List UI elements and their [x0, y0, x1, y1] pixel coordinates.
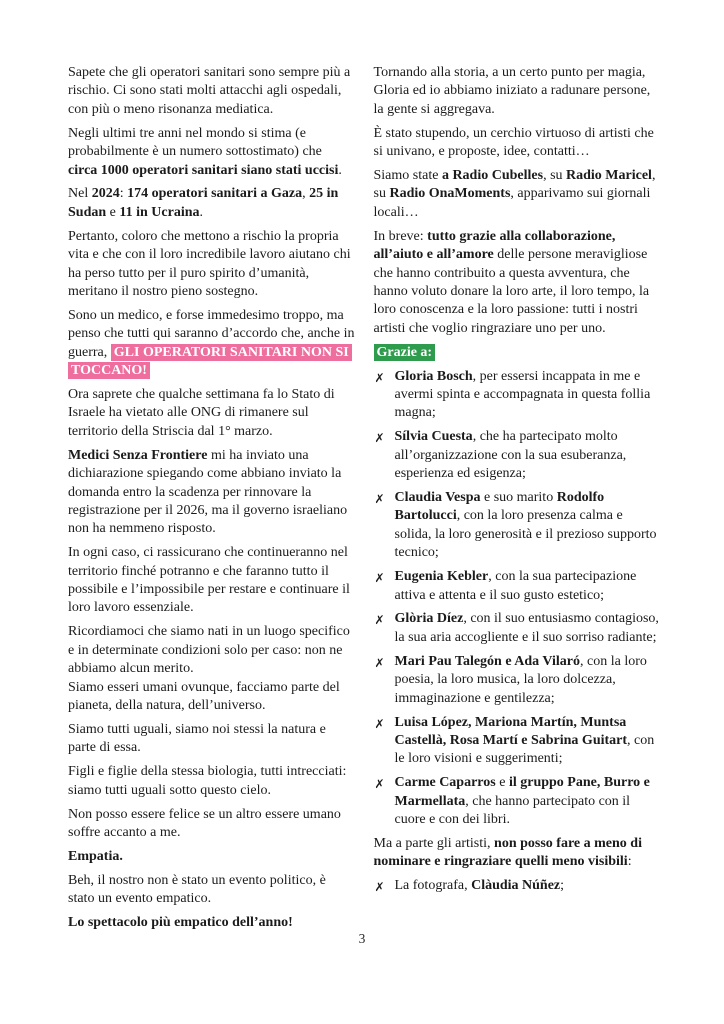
paragraph — [374, 125, 661, 162]
list-item — [374, 568, 661, 605]
text-run: Mari Pau Talegón e Ada Vilaró — [394, 653, 581, 669]
text-run: Empatia. — [68, 848, 123, 864]
text-run: Sono un medico, e forse immedesimo troppo, ma penso che tutti qui saranno d’accordo che, anche in guerra, — [68, 307, 355, 360]
list-item — [374, 653, 661, 708]
text-run: tutto grazie alla collaborazione, all’aiuto e all’amore — [373, 228, 616, 263]
text-run: Gloria Bosch — [394, 368, 473, 384]
paragraph — [68, 806, 355, 843]
paragraph — [374, 835, 661, 872]
paragraph — [68, 307, 355, 381]
text-run: 25 in Sudan — [68, 186, 339, 220]
text-run: Ma a parte gli artisti, — [373, 835, 495, 851]
text-run: , su — [543, 168, 567, 184]
text-run: e — [106, 204, 120, 220]
text-run: 174 operatori sanitari a Gaza — [127, 186, 303, 202]
text-run: e suo marito — [480, 490, 557, 506]
text-run: , per essersi incappata in me e avermi spinta e accompagnata in questa follia magna; — [394, 368, 651, 421]
text-run: Ricordiamoci che siamo nati in un luogo specifico e in determinate condizioni solo per caso: non ne abbiamo alcun merito. — [68, 624, 350, 677]
x-bullet-icon: ✗ — [374, 370, 385, 385]
text-run: . — [338, 162, 342, 178]
left-column — [68, 64, 355, 938]
paragraph — [68, 848, 355, 866]
x-bullet-icon: ✗ — [374, 571, 385, 586]
highlighted-text: GLI OPERATORI SANITARI NON SI TOCCANO! — [68, 344, 352, 379]
text-run: 11 in Ucraina — [119, 204, 200, 220]
right-column — [374, 64, 661, 938]
text-run: È stato stupendo, un cerchio virtuoso di artisti che si univano, e proposte, idee, contatti… — [373, 125, 654, 160]
text-run: . — [199, 204, 203, 220]
text-run: Clàudia Núñez — [471, 878, 561, 894]
list-item — [374, 428, 661, 483]
text-run: Beh, il nostro non è stato un evento politico, è stato un evento empatico. — [68, 872, 326, 907]
text-run: non posso fare a meno di nominare e ringraziare quelli meno visibili — [373, 835, 642, 870]
text-run: Siamo tutti uguali, siamo noi stessi la natura e parte di essa. — [68, 721, 326, 756]
highlighted-text: Grazie a: — [374, 344, 436, 361]
paragraph — [68, 185, 355, 222]
x-bullet-icon: ✗ — [374, 431, 385, 446]
list-item — [374, 610, 661, 647]
text-run: delle persone meravigliose che hanno contribuito a questa avventura, che hanno voluto donare la loro arte, il loro tempo, la loro conoscenza e la loro passione: tutti i nostri artisti che voglio ringraziare uno per uno. — [373, 247, 650, 336]
paragraph — [374, 344, 661, 362]
two-column-layout — [68, 64, 660, 938]
paragraph — [68, 447, 355, 539]
text-run: Rodolfo Bartolucci — [394, 490, 605, 524]
text-run: , che ha partecipato molto all’organizzazione con la sua esuberanza, esperienza ed esigenza; — [394, 429, 627, 482]
text-run: Siamo state — [373, 168, 442, 184]
paragraph — [68, 872, 355, 909]
text-run: : — [627, 854, 632, 870]
text-run: Carme Caparros — [394, 775, 496, 791]
text-run: , su — [373, 168, 656, 202]
text-run: a Radio Cubelles — [441, 168, 544, 184]
paragraph — [374, 64, 661, 119]
text-run: Glòria Díez — [394, 611, 464, 627]
paragraph — [68, 386, 355, 441]
text-run: , con la loro poesia, la loro musica, la loro dolcezza, immaginazione e gentilezza; — [394, 653, 647, 706]
paragraph — [68, 125, 355, 180]
text-run: Sapete che gli operatori sanitari sono sempre più a rischio. Ci sono stati molti attacchi agli ospedali, con più o meno risonanza mediatica. — [68, 65, 351, 117]
x-bullet-icon: ✗ — [374, 613, 385, 628]
list-item — [374, 877, 661, 895]
text-run: mi ha inviato una dichiarazione spiegando come abbiano inviato la domanda entro la scadenza per rinnovare la registrazione per il 2026, ma il governo israeliano non ha nemmeno risposto. — [68, 447, 348, 537]
text-run: Siamo esseri umani ovunque, facciamo parte del pianeta, della natura, dell’universo. — [68, 679, 340, 713]
text-run: 2024 — [91, 186, 120, 202]
text-run: Figli e figlie della stessa biologia, tutti intrecciati: siamo tutti uguali sotto questo cielo. — [68, 764, 347, 798]
text-run: Tornando alla storia, a un certo punto per magia, Gloria ed io abbiamo iniziato a radunare persone, la gente si aggregava. — [373, 65, 651, 117]
text-run: il gruppo Pane, Burro e Marmellata — [394, 775, 650, 809]
page-number: 3 — [358, 931, 366, 946]
text-run: , con la sua partecipazione attiva e attenta e il suo gusto estetico; — [394, 569, 637, 603]
text-run: , con la loro presenza calma e solida, la loro generosità e il prezioso supporto tecnico; — [394, 508, 657, 561]
x-bullet-icon: ✗ — [374, 880, 385, 895]
text-run: La fotografa, — [394, 878, 472, 894]
paragraph — [68, 763, 355, 800]
x-bullet-icon: ✗ — [374, 777, 385, 792]
list-item — [374, 774, 661, 829]
list-item — [374, 489, 661, 563]
text-run: , che hanno partecipato con il cuore e con dei libri. — [394, 793, 631, 828]
text-run: , con le loro visioni e suggerimenti; — [394, 732, 655, 767]
text-run: Ora saprete che qualche settimana fa lo Stato di Israele ha vietato alle ONG di rimanere sul territorio della Striscia dal 1° marzo. — [68, 387, 335, 439]
text-run: Eugenia Kebler — [394, 569, 489, 585]
paragraph — [68, 64, 355, 119]
text-run: : — [119, 186, 128, 202]
text-run: , con il suo entusiasmo contagioso, la sua aria accogliente e il suo sorriso radiante; — [394, 611, 659, 645]
text-run: Luisa López, Mariona Martín, Muntsa Castellà, Rosa Martí e Sabrina Guitart — [394, 714, 628, 748]
paragraph — [68, 544, 355, 618]
paragraph — [68, 623, 355, 715]
list-item — [374, 714, 661, 769]
text-run: Lo spettacolo più empatico dell’anno! — [68, 915, 293, 931]
paragraph — [68, 721, 355, 758]
text-run: Pertanto, coloro che mettono a rischio la propria vita e che con il loro incredibile lavoro aiutano chi ha perso tutto per il puro spirito d’umanità, meritano il nostro pieno sostegno. — [68, 228, 351, 299]
text-run: , apparivamo sui giornali locali… — [373, 186, 651, 220]
text-run: Negli ultimi tre anni nel mondo si stima (e probabilmente è un numero sottostimato) che — [68, 125, 322, 160]
text-run: In breve: — [373, 228, 428, 244]
text-run: Claudia Vespa — [394, 490, 481, 506]
list-item — [374, 368, 661, 423]
x-bullet-icon: ✗ — [374, 655, 385, 670]
x-bullet-icon: ✗ — [374, 492, 385, 507]
text-run: Sílvia Cuesta — [394, 429, 473, 445]
text-run: Nel — [68, 186, 92, 202]
text-run: circa 1000 operatori sanitari siano stati uccisi — [68, 162, 339, 178]
text-run: , — [302, 186, 310, 202]
x-bullet-icon: ✗ — [374, 716, 385, 731]
text-run: ; — [560, 878, 565, 894]
paragraph — [374, 167, 661, 222]
text-run: Radio OnaMoments — [389, 186, 511, 202]
text-run: In ogni caso, ci rassicurano che continueranno nel territorio finché potranno e che faranno tutto il possibile e l’impossibile per restare e continuare il loro lavoro essenziale. — [68, 545, 350, 616]
text-run: Non posso essere felice se un altro essere umano soffre accanto a me. — [68, 806, 341, 840]
text-run: Radio Maricel — [566, 168, 652, 184]
paragraph — [68, 228, 355, 302]
text-run: e — [495, 775, 509, 791]
paragraph — [374, 228, 661, 338]
text-run: Medici Senza Frontiere — [68, 447, 208, 463]
